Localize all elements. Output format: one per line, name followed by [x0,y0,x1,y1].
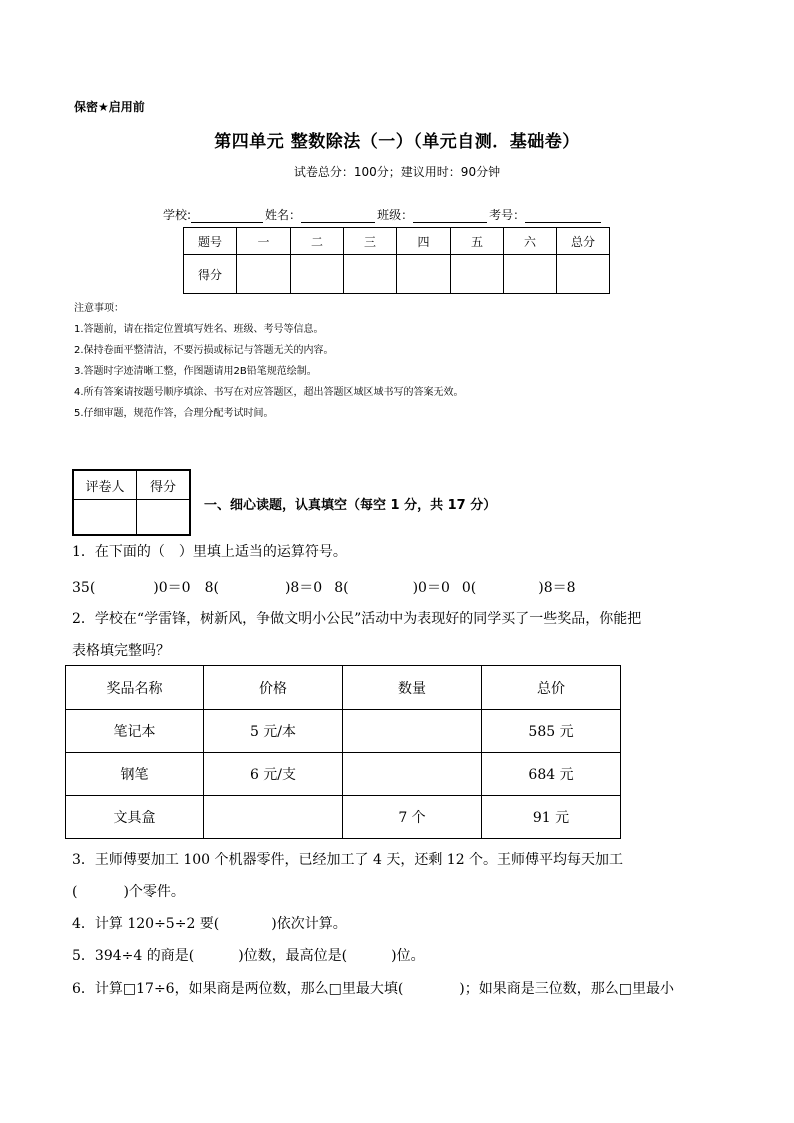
grader-score-label: 得分 [137,470,191,500]
q5-text: 5．394÷4 的商是( [72,948,195,964]
score-cell[interactable] [237,255,291,294]
prize-row [66,710,621,753]
student-info-line [163,206,603,223]
note-item: 5.仔细审题，规范作答，合理分配考试时间。 [74,408,274,419]
score-header-cell: 四 [397,228,451,255]
q3-close: )个零件。 [123,884,185,900]
score-cell[interactable] [344,255,397,294]
prize-row [66,753,621,796]
note-item: 1.答题前，请在指定位置填写姓名、班级、考号等信息。 [74,324,324,335]
prize-header-cell: 价格 [204,666,343,710]
question-1-blanks [72,577,576,597]
secret-label: 保密★启用前 [74,100,145,114]
question-3-line-2 [72,881,185,901]
q4-text: 4．计算 120÷5÷2 要( [72,916,220,932]
score-header-cell: 五 [451,228,504,255]
q1-part: )0＝0 [153,580,191,596]
prize-cell: 91 元 [482,796,621,839]
question-2-line-1: 2．学校在“学雷锋，树新风，争做文明小公民”活动中为表现好的同学买了一些奖品，你能把 [72,611,642,627]
q1-part: )8＝8 [538,580,576,596]
prize-cell: 6 元/支 [204,753,343,796]
prize-header-cell: 数量 [343,666,482,710]
score-cell[interactable] [451,255,504,294]
notes-section [74,298,464,424]
score-header-cell: 三 [344,228,397,255]
exam-no-label: 考号： [489,208,526,222]
question-2-line-2: 表格填完整吗？ [72,643,170,659]
question-5 [72,945,425,965]
section-title: 一、细心读题，认真填空（每空 1 分，共 17 分） [204,498,497,513]
q1-part: )8＝0 [284,580,323,596]
q3-open: ( [72,884,78,900]
class-blank[interactable] [413,210,487,223]
score-cell[interactable] [504,255,557,294]
name-label: 姓名： [265,208,302,222]
grader-table [72,469,191,536]
note-item: 3.答题时字迹清晰工整，作图题请用2B铅笔规范绘制。 [74,366,317,377]
q1-part: 8( [334,580,349,596]
prize-cell: 585 元 [482,710,621,753]
page-title: 第四单元 整数除法（一）（单元自测．基础卷） [214,132,580,152]
prize-cell: 7 个 [343,796,482,839]
score-header-cell: 题号 [184,228,237,255]
q4-text-end: )依次计算。 [271,916,347,932]
grader-score-cell[interactable] [137,500,191,536]
q5-text-mid: )位数，最高位是( [238,948,348,964]
q6-text: 6．计算□17÷6，如果商是两位数，那么□里最大填( [72,981,404,997]
question-4 [72,913,347,933]
q1-part: 0( [461,580,477,596]
page-subtitle: 试卷总分：100分；建议用时：90分钟 [293,165,501,179]
score-header-cell: 总分 [557,228,610,255]
class-label: 班级： [377,208,414,222]
score-cell[interactable] [557,255,610,294]
prize-blank-cell[interactable] [343,753,482,796]
prize-blank-cell[interactable] [204,796,343,839]
prize-header-cell: 总价 [482,666,621,710]
prize-cell: 684 元 [482,753,621,796]
exam-no-blank[interactable] [525,210,601,223]
prize-blank-cell[interactable] [343,710,482,753]
school-label: 学校: [163,208,192,222]
question-6 [72,978,674,998]
score-table [183,227,610,294]
prize-cell: 笔记本 [66,710,204,753]
prize-cell: 钢笔 [66,753,204,796]
score-cell[interactable] [397,255,451,294]
score-cell[interactable] [291,255,344,294]
note-item: 2.保持卷面平整清洁，不要污损或标记与答题无关的内容。 [74,345,334,356]
q1-part: 35( [72,580,96,596]
prize-table [65,665,621,839]
prize-cell: 文具盒 [66,796,204,839]
grader-reviewer-cell[interactable] [73,500,137,536]
score-header-cell: 六 [504,228,557,255]
grader-reviewer-label: 评卷人 [73,470,137,500]
q1-part: )0＝0 [412,580,450,596]
q1-part: 8( [204,580,219,596]
question-1: 1．在下面的（ ）里填上适当的运算符号。 [72,544,347,560]
notes-title: 注意事项： [74,303,124,314]
prize-row [66,796,621,839]
question-3-line-1: 3．王师傅要加工 100 个机器零件，已经加工了 4 天，还剩 12 个。王师傅平均每天加工 [72,852,624,868]
note-item: 4.所有答案请按题号顺序填涂、书写在对应答题区，超出答题区域区域书写的答案无效。 [74,387,464,398]
q6-text-end: )；如果商是三位数，那么□里最小 [459,981,674,997]
score-header-cell: 一 [237,228,291,255]
score-header-cell: 二 [291,228,344,255]
score-row-label: 得分 [184,255,237,294]
q5-text-end: )位。 [391,948,425,964]
name-blank[interactable] [301,210,375,223]
prize-cell: 5 元/本 [204,710,343,753]
school-blank[interactable] [191,210,263,223]
prize-header-cell: 奖品名称 [66,666,204,710]
